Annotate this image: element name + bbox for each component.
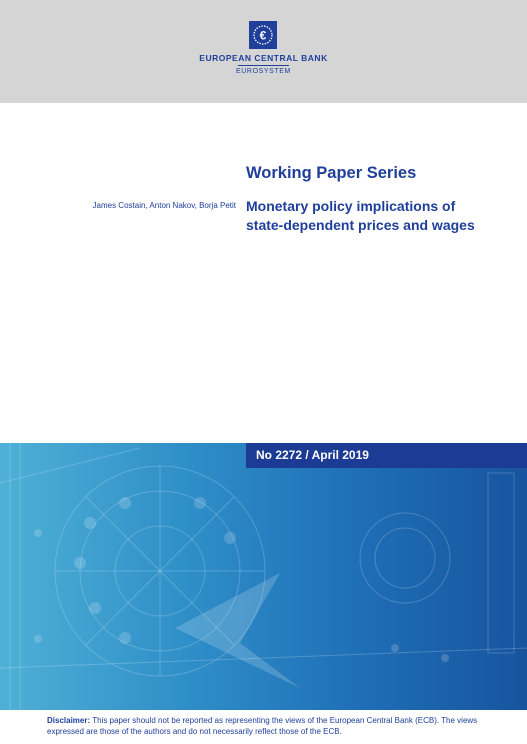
disclaimer-label: Disclaimer: — [47, 716, 91, 725]
paper-title — [246, 197, 516, 235]
paper-authors: James Costain, Anton Nakov, Borja Petit — [92, 201, 236, 210]
ecb-euro-logo-icon — [249, 21, 277, 49]
paper-title-line-1: Monetary policy implications of — [246, 198, 456, 214]
logo-divider — [238, 65, 289, 66]
cover-pattern — [0, 443, 527, 710]
cover-artwork — [0, 443, 527, 710]
issue-banner — [246, 443, 527, 468]
page-header — [0, 0, 527, 103]
disclaimer — [47, 716, 487, 737]
svg-text:€: € — [259, 28, 267, 43]
disclaimer-text: This paper should not be reported as representing the views of the European Central Bank (ECB). The views expressed are those of the authors and do not necessarily reflect those of the ECB. — [47, 716, 478, 736]
series-title: Working Paper Series — [246, 164, 417, 182]
issue-number-date: No 2272 / April 2019 — [256, 448, 369, 462]
paper-title-line-2: state-dependent prices and wages — [246, 217, 475, 233]
bank-name: EUROPEAN CENTRAL BANK — [199, 53, 328, 63]
eurosystem-label: EUROSYSTEM — [235, 68, 291, 75]
